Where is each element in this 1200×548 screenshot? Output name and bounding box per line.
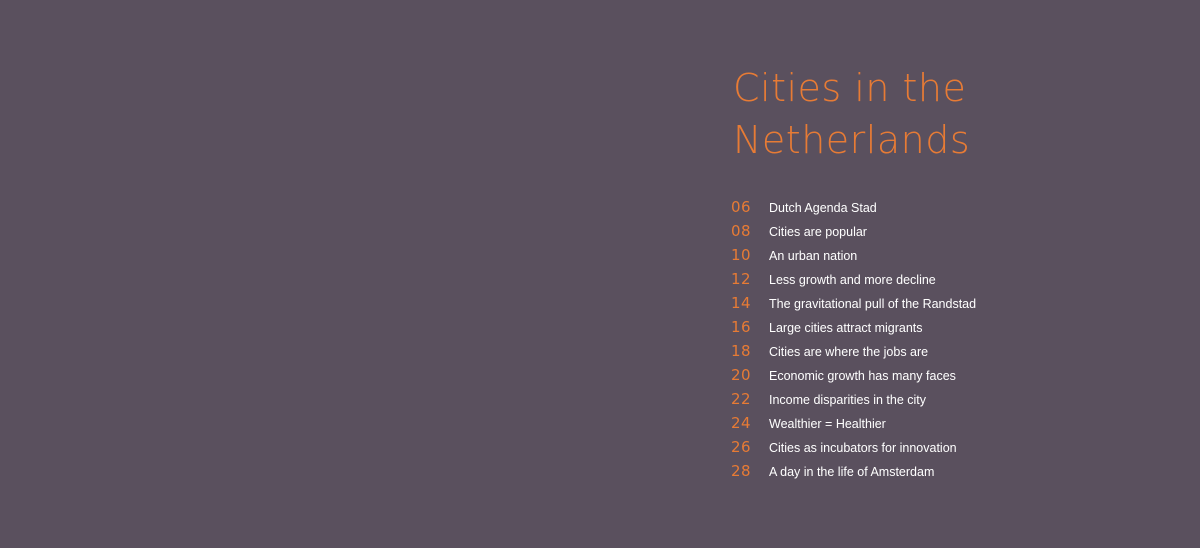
toc-entry-title: Dutch Agenda Stad <box>769 201 877 215</box>
toc-entry-title: Income disparities in the city <box>769 393 927 407</box>
toc-page-number: 26 <box>731 438 752 456</box>
toc-item[interactable] <box>731 438 976 462</box>
toc-page-number: 08 <box>731 222 752 240</box>
toc-page-number: 16 <box>731 318 752 336</box>
toc-entry-title: A day in the life of Amsterdam <box>769 465 935 479</box>
toc-item[interactable] <box>731 270 976 294</box>
toc-page-number: 10 <box>731 246 752 264</box>
toc-page-number: 14 <box>731 294 752 312</box>
toc-page-number: 12 <box>731 270 752 288</box>
toc-entry-title: The gravitational pull of the Randstad <box>769 297 977 311</box>
toc-page-number: 24 <box>731 414 752 432</box>
toc-entry-title: Less growth and more decline <box>769 273 936 287</box>
toc-entry-title: Cities as incubators for innovation <box>769 441 957 455</box>
toc-item[interactable] <box>731 390 976 414</box>
page-title-line-2: Netherlands <box>733 118 971 162</box>
toc-item[interactable] <box>731 414 976 438</box>
table-of-contents <box>731 198 976 486</box>
toc-page-number: 18 <box>731 342 752 360</box>
toc-item[interactable] <box>731 222 976 246</box>
toc-entry-title: Cities are where the jobs are <box>769 345 929 359</box>
page-title-line-1: Cities in the <box>733 66 967 110</box>
toc-entry-title: Large cities attract migrants <box>769 321 923 335</box>
toc-item[interactable] <box>731 294 976 318</box>
page-title <box>733 62 970 166</box>
toc-page-number: 28 <box>731 462 752 480</box>
toc-entry-title: An urban nation <box>769 249 858 263</box>
toc-item[interactable] <box>731 318 976 342</box>
toc-entry-title: Economic growth has many faces <box>769 369 956 383</box>
toc-item[interactable] <box>731 198 976 222</box>
toc-page-number: 20 <box>731 366 752 384</box>
toc-entry-title: Wealthier = Healthier <box>769 417 886 431</box>
toc-item[interactable] <box>731 366 976 390</box>
toc-item[interactable] <box>731 342 976 366</box>
toc-page-number: 06 <box>731 198 752 216</box>
toc-item[interactable] <box>731 462 976 486</box>
toc-entry-title: Cities are popular <box>769 225 867 239</box>
toc-page-number: 22 <box>731 390 752 408</box>
toc-item[interactable] <box>731 246 976 270</box>
